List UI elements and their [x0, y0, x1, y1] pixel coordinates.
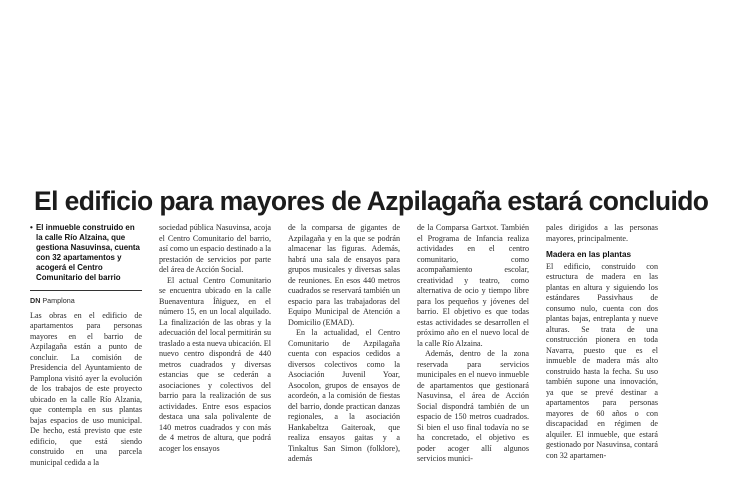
body-paragraph: Las obras en el edificio de apartamentos para personas mayores en el barrio de Azpilagaña están a punto de concluir. La comisión de Presidencia del Ayuntamiento de Pamplona visitó ayer la evolución de los trabajos de este proyecto ubicado en la calle Río Alzania, que contempla en sus plantas bajas espacios de uso municipal. De hecho, está previsto que este edificio, que está siendo construido en una parcela municipal cedida a la [30, 310, 142, 467]
body-paragraph: sociedad pública Nasuvinsa, acoja el Centro Comunitario del barrio, así como un espacio destinado a la prestación de servicios por parte del área de Acción Social. [159, 223, 271, 274]
article-column-5 [546, 223, 658, 461]
lead-summary [30, 223, 142, 282]
bullet-icon: • [30, 223, 33, 232]
body-paragraph: Además, dentro de la zona reservada para servicios municipales en el nuevo inmueble de apartamentos que gestionará Nasuvinsa, el área de Acción Social dispondrá también de un espacio de 150 metros cuadrados. Si bien el uso final todavía no se ha concretado, el objetivo es poder acoger allí algunos servicios munici- [417, 349, 529, 463]
article-column-3 [288, 223, 400, 465]
body-paragraph: El actual Centro Comunitario se encuentra ubicado en la calle Buenaventura Íñiguez, en el número 15, en un local alquilado. La finalización de las obras y la adecuación del local permitirán su traslado a esta nueva ubicación. El nuevo centro dispondrá de 440 metros cuadrados y diversas estancias que se cederán a asociaciones y colectivos del barrio para la realización de sus actividades. Entre esos espacios destaca una sala polivalente de 140 metros cuadrados y con más de 4 metros de altura, que podrá acoger los ensayos [159, 275, 271, 453]
body-paragraph: El edificio, construido con estructura de madera en las plantas en altura y siguiendo los estándares Passivhaus de consumo nulo, cuenta con dos plantas bajas, entreplanta y nueve alturas. Se trata de una construcción pionera en toda Navarra, puesto que es el inmueble de madera más alto construido hasta la fecha. Su uso también supone una innovación, ya que se prevé destinar a apartamentos para personas mayores de 60 años o con discapacidad en régimen de alquiler. El inmueble, que estará gestionado por Nasuvinsa, contará con 32 apartamen- [546, 261, 658, 460]
body-paragraph: En la actualidad, el Centro Comunitario de Azpilagaña cuenta con espacios cedidos a diversos colectivos como la Asociación Juvenil Yoar, Asocolon, grupos de ensayos de acordeón, a la comisión de fiestas del barrio, donde practican danzas regionales, a la asociación Hankabeltza Gaiteroak, que realiza ensayos gaitas y a Tinkaltus San Simon (folklore), además [288, 328, 400, 463]
byline [30, 296, 142, 307]
article-column-1 [30, 223, 142, 468]
byline-agency: DN [30, 296, 41, 306]
body-paragraph: pales dirigidos a las personas mayores, principalmente. [546, 223, 658, 243]
divider [30, 290, 142, 291]
headline: El edificio para mayores de Azpilagaña estará concluido [34, 186, 709, 216]
body-paragraph: de la comparsa de gigantes de Azpilagaña y en la que se podrán almacenar las figuras. Además, habrá una sala de ensayos para grupos musicales y diversas salas de reuniones. En esos 440 metros cuadrados se reservará también un espacio para las trabajadoras del Equipo Municipal de Atención a Domicilio (EMAD). [288, 223, 400, 327]
body-paragraph: de la Comparsa Gartxot. También el Programa de Infancia realiza actividades en el centro comunitario, como acompañamiento escolar, creatividad y teatro, como alternativa de ocio y tiempo libre para los pequeños y jóvenes del barrio. El objetivo es que todas estas actividades se desarrollen el próximo año en el nuevo local de la calle Río Alzaina. [417, 223, 529, 348]
section-subhead: Madera en las plantas [546, 250, 632, 259]
article-column-4 [417, 223, 529, 465]
article-column-2 [159, 223, 271, 454]
byline-place: Pamplona [42, 296, 75, 306]
lead-text: El inmueble construido en la calle Río Alzaina, que gestiona Nasuvinsa, cuenta con 32 apartamentos y acogerá el Centro Comunitario del barrio [36, 223, 140, 282]
